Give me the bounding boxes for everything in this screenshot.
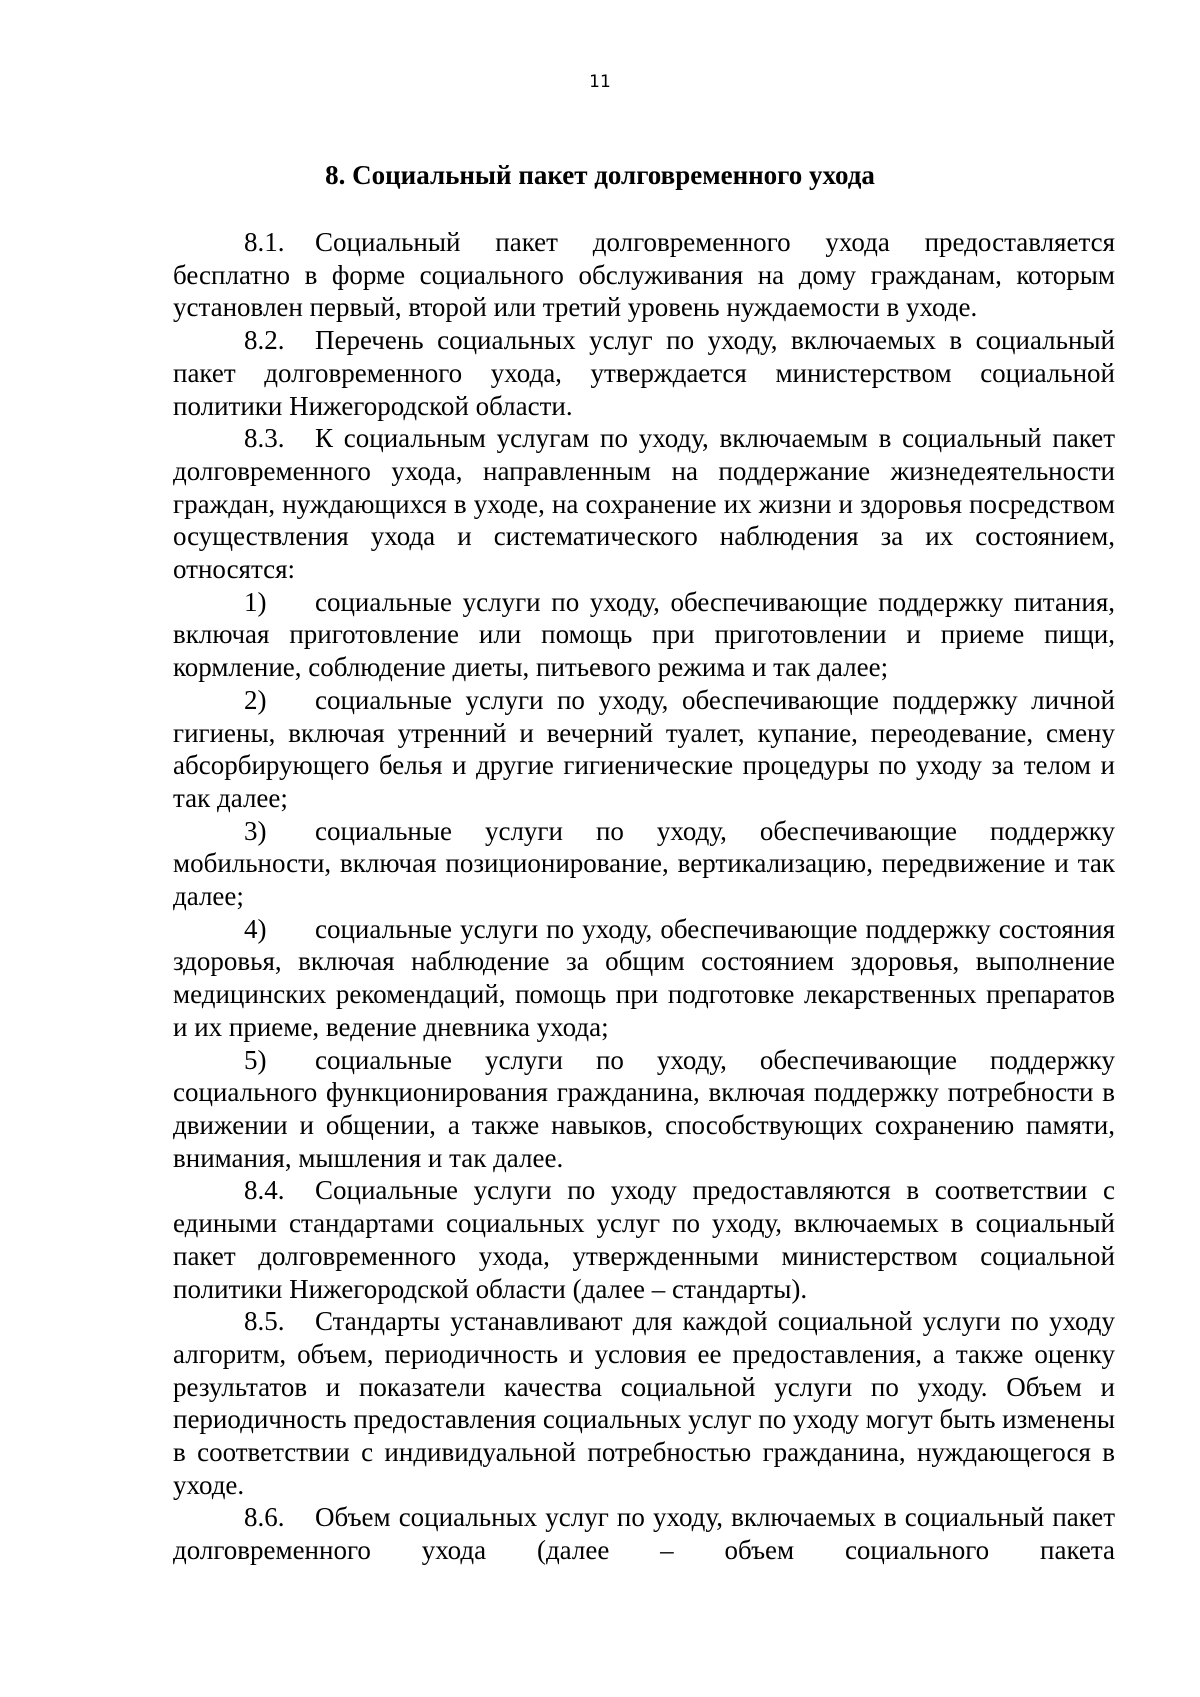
- paragraph-8-3: [173, 422, 1115, 586]
- list-item-2: [173, 684, 1115, 815]
- list-item-number: 5): [244, 1044, 267, 1075]
- paragraph-8-4: [173, 1174, 1115, 1305]
- list-item-number: 3): [244, 815, 267, 846]
- paragraph-number: 8.5.: [244, 1306, 285, 1337]
- page-number: 11: [589, 72, 611, 92]
- paragraph-text: Объем социальных услуг по уходу, включаемых в социальный пакет долговременного ухода (далее – объем социального пакета: [173, 1502, 1115, 1566]
- list-item-text: социальные услуги по уходу, обеспечивающие поддержку социального функционирования гражданина, включая поддержку потребности в движении и общении, а также навыков, способствующих сохранению памяти, внимания, мышления и так далее.: [173, 1044, 1115, 1173]
- list-item-3: [173, 815, 1115, 913]
- paragraph-text: Перечень социальных услуг по уходу, включаемых в социальный пакет долговременного ухода, утверждается министерством социальной политики Нижегородской области.: [173, 325, 1115, 421]
- list-item-1: [173, 586, 1115, 684]
- document-body: [173, 226, 1115, 1567]
- list-item-number: 4): [244, 913, 267, 944]
- paragraph-8-2: [173, 324, 1115, 422]
- paragraph-8-6: [173, 1501, 1115, 1566]
- paragraph-number: 8.2.: [244, 325, 285, 356]
- list-item-number: 2): [244, 684, 267, 715]
- list-item-text: социальные услуги по уходу, обеспечивающие поддержку мобильности, включая позиционирование, вертикализацию, передвижение и так далее;: [173, 815, 1115, 912]
- list-item-number: 1): [244, 586, 267, 617]
- paragraph-number: 8.1.: [244, 227, 285, 257]
- list-item-5: [173, 1044, 1115, 1175]
- paragraph-number: 8.4.: [244, 1175, 285, 1206]
- paragraph-8-1: [173, 226, 1115, 324]
- paragraph-text: Социальный пакет долговременного ухода предоставляется бесплатно в форме социального обслуживания на дому гражданам, которым установлен первый, второй или третий уровень нуждаемости в уходе.: [173, 227, 1115, 323]
- paragraph-text: К социальным услугам по уходу, включаемым в социальный пакет долговременного ухода, направленным на поддержание жизнедеятельности граждан, нуждающихся в уходе, на сохранение их жизни и здоровья посредством осуществления ухода и систематического наблюдения за их состоянием, относятся:: [173, 423, 1115, 585]
- list-item-text: социальные услуги по уходу, обеспечивающие поддержку питания, включая приготовление или помощь при приготовлении и приеме пищи, кормление, соблюдение диеты, питьевого режима и так далее;: [173, 586, 1115, 683]
- paragraph-text: Социальные услуги по уходу предоставляются в соответствии с едиными стандартами социальных услуг по уходу, включаемых в социальный пакет долговременного ухода, утвержденными министерством социальной политики Нижегородской области (далее – стандарты).: [173, 1175, 1115, 1304]
- section-heading: 8. Социальный пакет долговременного ухода: [325, 160, 875, 190]
- list-item-4: [173, 913, 1115, 1044]
- paragraph-number: 8.3.: [244, 423, 285, 454]
- list-item-text: социальные услуги по уходу, обеспечивающие поддержку личной гигиены, включая утренний и вечерний туалет, купание, переодевание, смену абсорбирующего белья и другие гигиенические процедуры по уходу за телом и так далее;: [173, 684, 1115, 813]
- paragraph-number: 8.6.: [244, 1502, 285, 1533]
- paragraph-text: Стандарты устанавливают для каждой социальной услуги по уходу алгоритм, объем, периодичность и условия ее предоставления, а также оценку результатов и показатели качества социальной услуги по уходу. Объем и периодичность предоставления социальных услуг по уходу могут быть изменены в соответствии с индивидуальной потребностью гражданина, нуждающегося в уходе.: [173, 1306, 1116, 1500]
- paragraph-8-5: [173, 1305, 1115, 1501]
- list-item-text: социальные услуги по уходу, обеспечивающие поддержку состояния здоровья, включая наблюдение за общим состоянием здоровья, выполнение медицинских рекомендаций, помощь при подготовке лекарственных препаратов и их приеме, ведение дневника ухода;: [173, 913, 1115, 1042]
